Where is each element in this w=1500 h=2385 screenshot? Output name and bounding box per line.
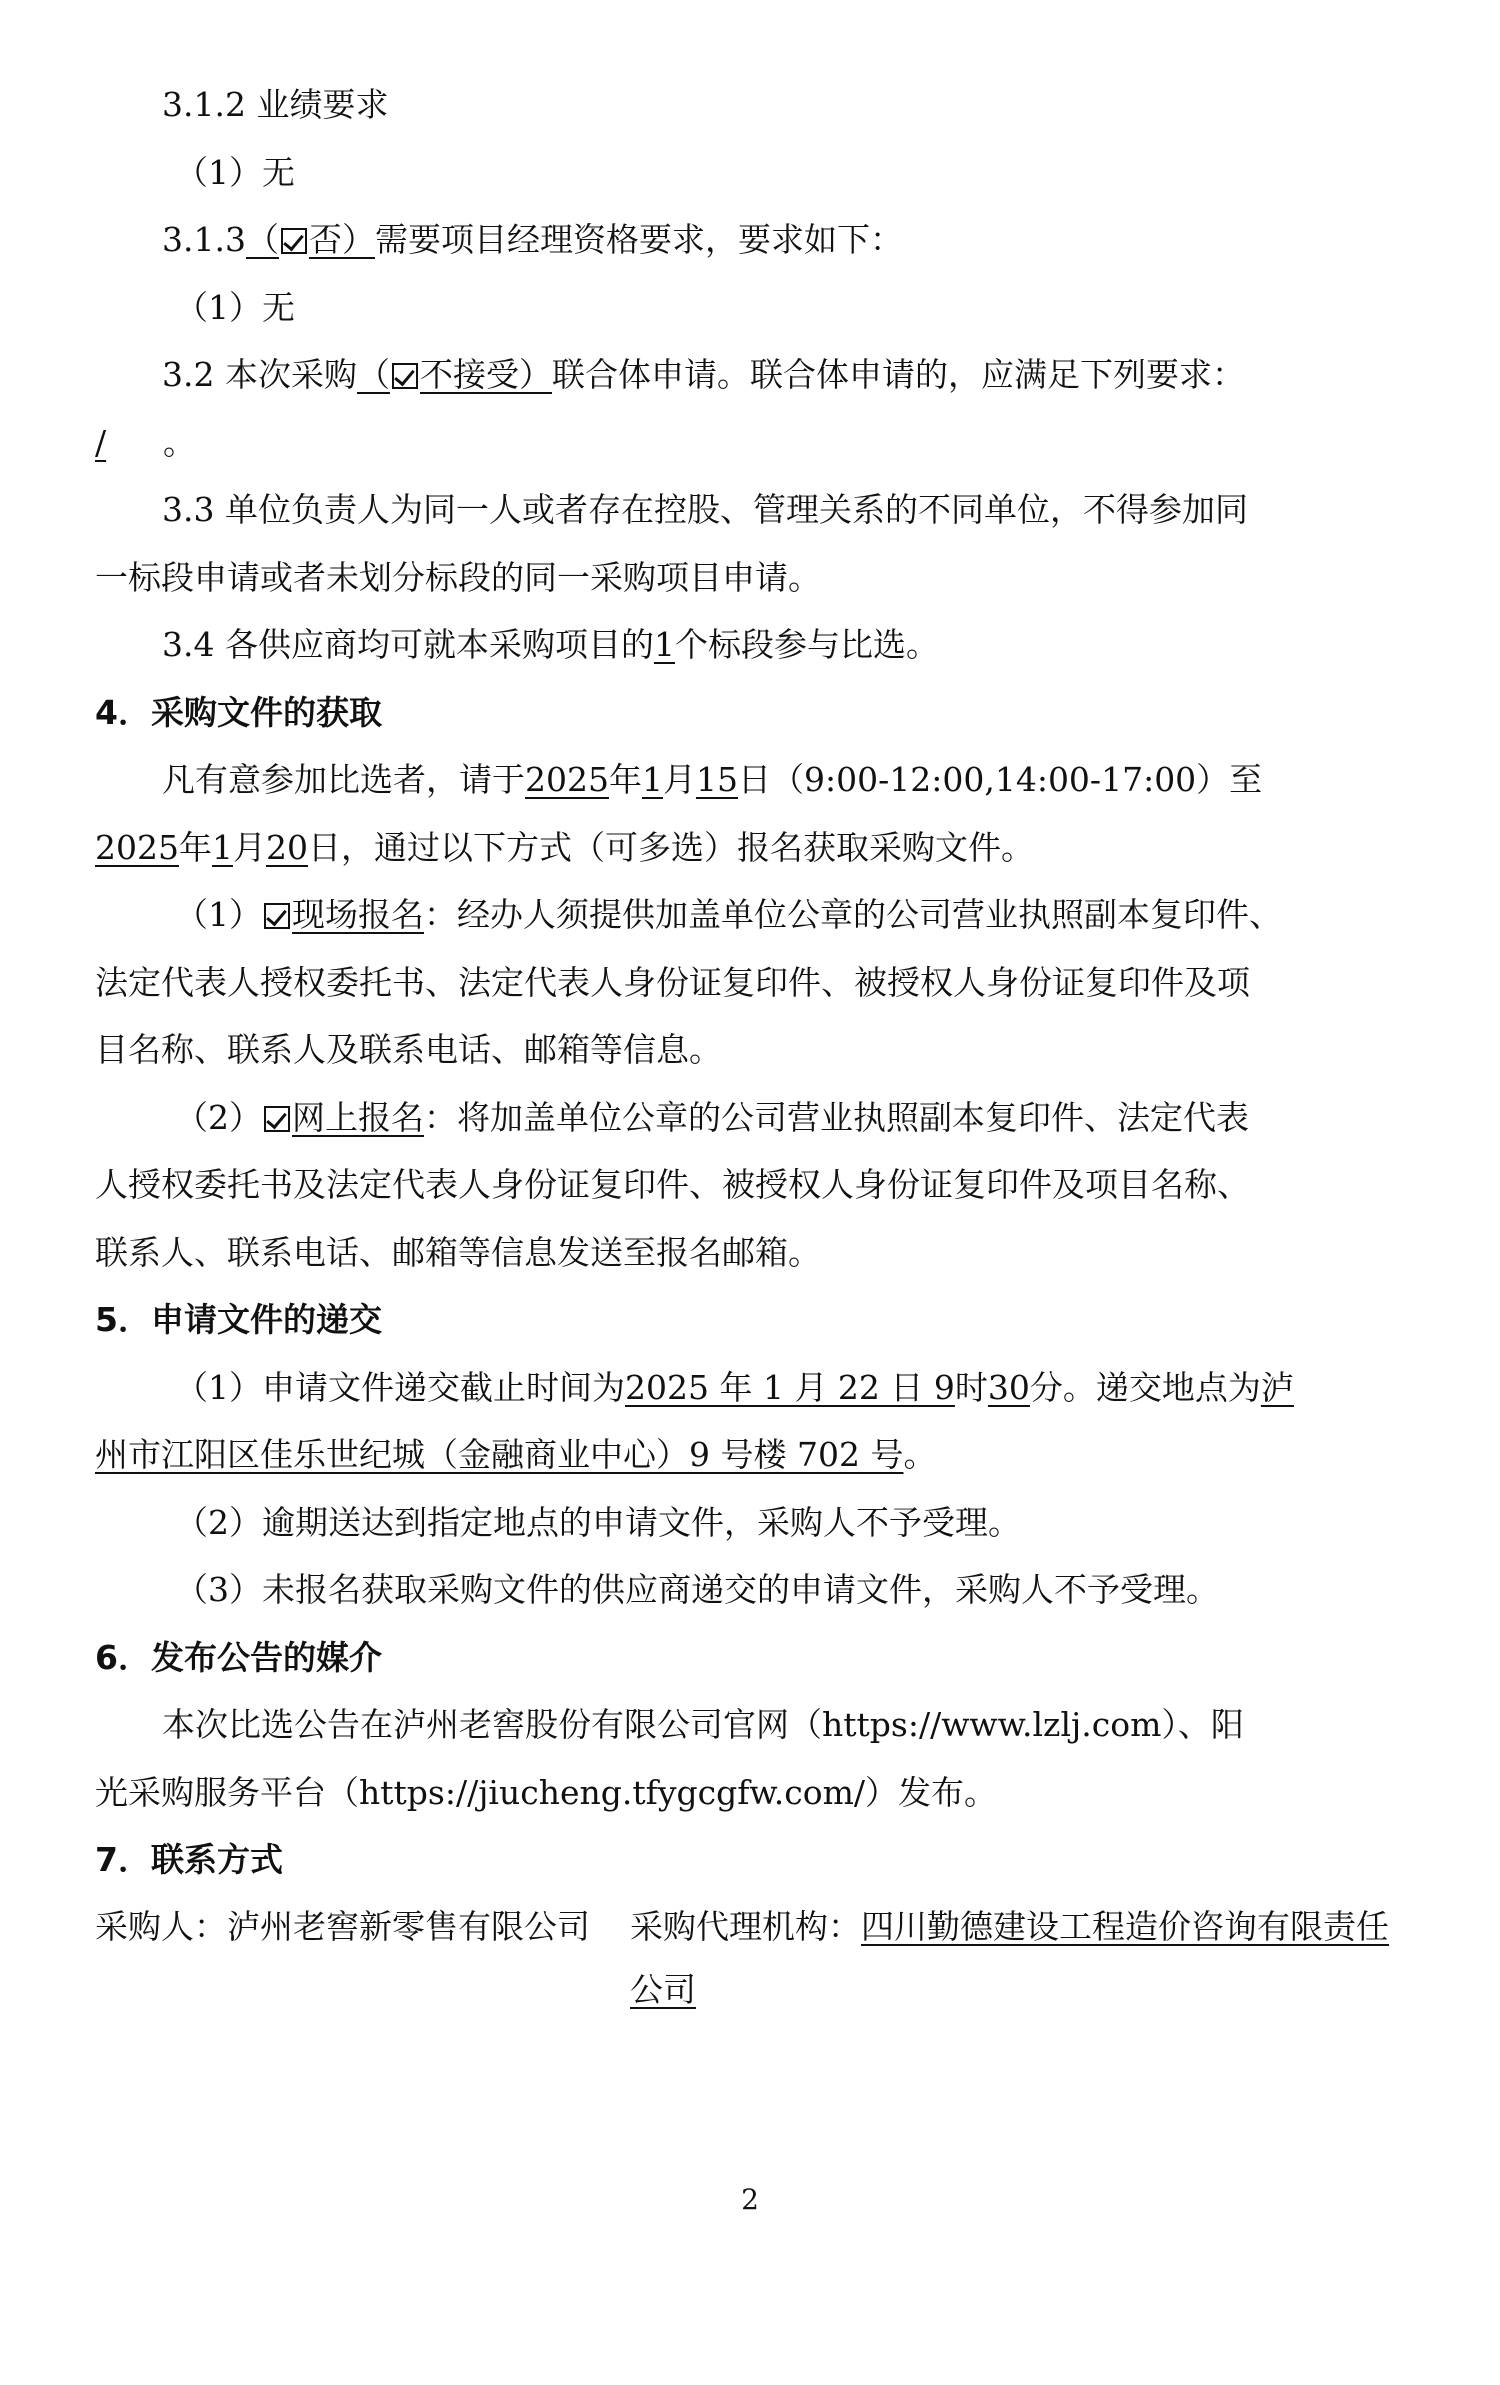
address-start: 泸 xyxy=(1260,1368,1294,1407)
s33-line2: 一标段申请或者未划分标段的同一采购项目申请。 xyxy=(95,558,821,597)
s32-prefix: 3.2 本次采购 xyxy=(162,355,357,394)
deadline-minute: 30 xyxy=(987,1368,1030,1407)
deadline-date: 2025 年 1 月 22 日 9 xyxy=(625,1368,955,1407)
start-month: 1 xyxy=(641,760,663,799)
s4-intro-line2: 2025年1月20日，通过以下方式（可多选）报名获取采购文件。 xyxy=(95,828,1034,867)
s5-item1-line1: （1）申请文件递交截止时间为2025 年 1 月 22 日 9时30分。递交地点为泸 xyxy=(175,1368,1294,1407)
s313-suffix: 需要项目经理资格要求，要求如下： xyxy=(374,220,903,259)
buyer-name: 泸州老窖新零售有限公司 xyxy=(227,1907,590,1946)
section5-heading: 5．申请文件的递交 xyxy=(95,1300,382,1339)
s6-line1: 本次比选公告在泸州老窖股份有限公司官网（https://www.lzlj.com）、阳 xyxy=(162,1705,1244,1744)
s312-title: 3.1.2 业绩要求 xyxy=(162,85,389,124)
s312-item: （1）无 xyxy=(175,153,295,192)
s4-item1-line1: （1） 现场报名：经办人须提供加盖单位公章的公司营业执照副本复印件、 xyxy=(175,895,1282,934)
end-day: 20 xyxy=(265,828,308,867)
onsite-registration: 现场报名 xyxy=(262,895,424,934)
start-year: 2025 xyxy=(525,760,609,799)
s313-choice: （ 否） xyxy=(245,220,375,259)
online-registration: 网上报名 xyxy=(262,1098,424,1137)
section6-heading: 6．发布公告的媒介 xyxy=(95,1638,382,1677)
checkbox-checked-icon xyxy=(392,363,418,389)
s5-item2: （2）逾期送达到指定地点的申请文件，采购人不予受理。 xyxy=(175,1503,1021,1542)
s313-prefix: 3.1.3 xyxy=(162,220,246,259)
agent-contact xyxy=(630,1895,1420,2021)
s313-line xyxy=(162,217,903,263)
s32-line xyxy=(162,352,1245,398)
s4-intro-line1: 凡有意参加比选者，请于2025年1月15日（9:00-12:00,14:00-17:00）至 xyxy=(162,760,1263,799)
submission-address: 州市江阳区佳乐世纪城（金融商业中心）9 号楼 702 号 xyxy=(95,1435,904,1474)
end-year: 2025 xyxy=(95,828,179,867)
start-day: 15 xyxy=(695,760,738,799)
s32-suffix: 联合体申请。联合体申请的，应满足下列要求： xyxy=(551,355,1245,394)
checkbox-checked-icon xyxy=(281,228,307,254)
s4-item2-line1: （2） 网上报名：将加盖单位公章的公司营业执照副本复印件、法定代表 xyxy=(175,1098,1249,1137)
agent-label: 采购代理机构： xyxy=(630,1907,861,1946)
s313-item: （1）无 xyxy=(175,288,295,327)
end-month: 1 xyxy=(211,828,233,867)
section4-heading: 4．采购文件的获取 xyxy=(95,693,382,732)
s5-item3: （3）未报名获取采购文件的供应商递交的申请文件，采购人不予受理。 xyxy=(175,1570,1219,1609)
s4-item1-line2: 法定代表人授权委托书、法定代表人身份证复印件、被授权人身份证复印件及项 xyxy=(95,963,1250,1002)
s4-item2-line2: 人授权委托书及法定代表人身份证复印件、被授权人身份证复印件及项目名称、 xyxy=(95,1165,1250,1204)
s4-item2-line3: 联系人、联系电话、邮箱等信息发送至报名邮箱。 xyxy=(95,1233,821,1272)
s34-line: 3.4 各供应商均可就本采购项目的1个标段参与比选。 xyxy=(162,625,939,664)
page-number: 2 xyxy=(741,2183,759,2216)
checkbox-checked-icon xyxy=(264,903,290,929)
checkbox-checked-icon xyxy=(264,1106,290,1132)
s6-line2: 光采购服务平台（https://jiucheng.tfygcgfw.com/）发布。 xyxy=(95,1773,998,1812)
s32-choice: （ 不接受） xyxy=(356,355,552,394)
buyer-contact xyxy=(95,1895,615,1958)
section7-heading: 7．联系方式 xyxy=(95,1840,283,1879)
s32-req-line xyxy=(95,420,196,466)
s32-req-end: 。 xyxy=(163,423,196,462)
buyer-label: 采购人： xyxy=(95,1907,227,1946)
s5-item1-line2: 州市江阳区佳乐世纪城（金融商业中心）9 号楼 702 号。 xyxy=(95,1435,937,1474)
s34-count: 1 xyxy=(653,625,675,664)
s32-req: / xyxy=(95,423,107,462)
s4-item1-line3: 目名称、联系人及联系电话、邮箱等信息。 xyxy=(95,1030,722,1069)
s33-line1: 3.3 单位负责人为同一人或者存在控股、管理关系的不同单位，不得参加同 xyxy=(162,490,1248,529)
agent-name: 四川勤德建设工程造价咨询有限责任公司 xyxy=(630,1907,1389,2009)
